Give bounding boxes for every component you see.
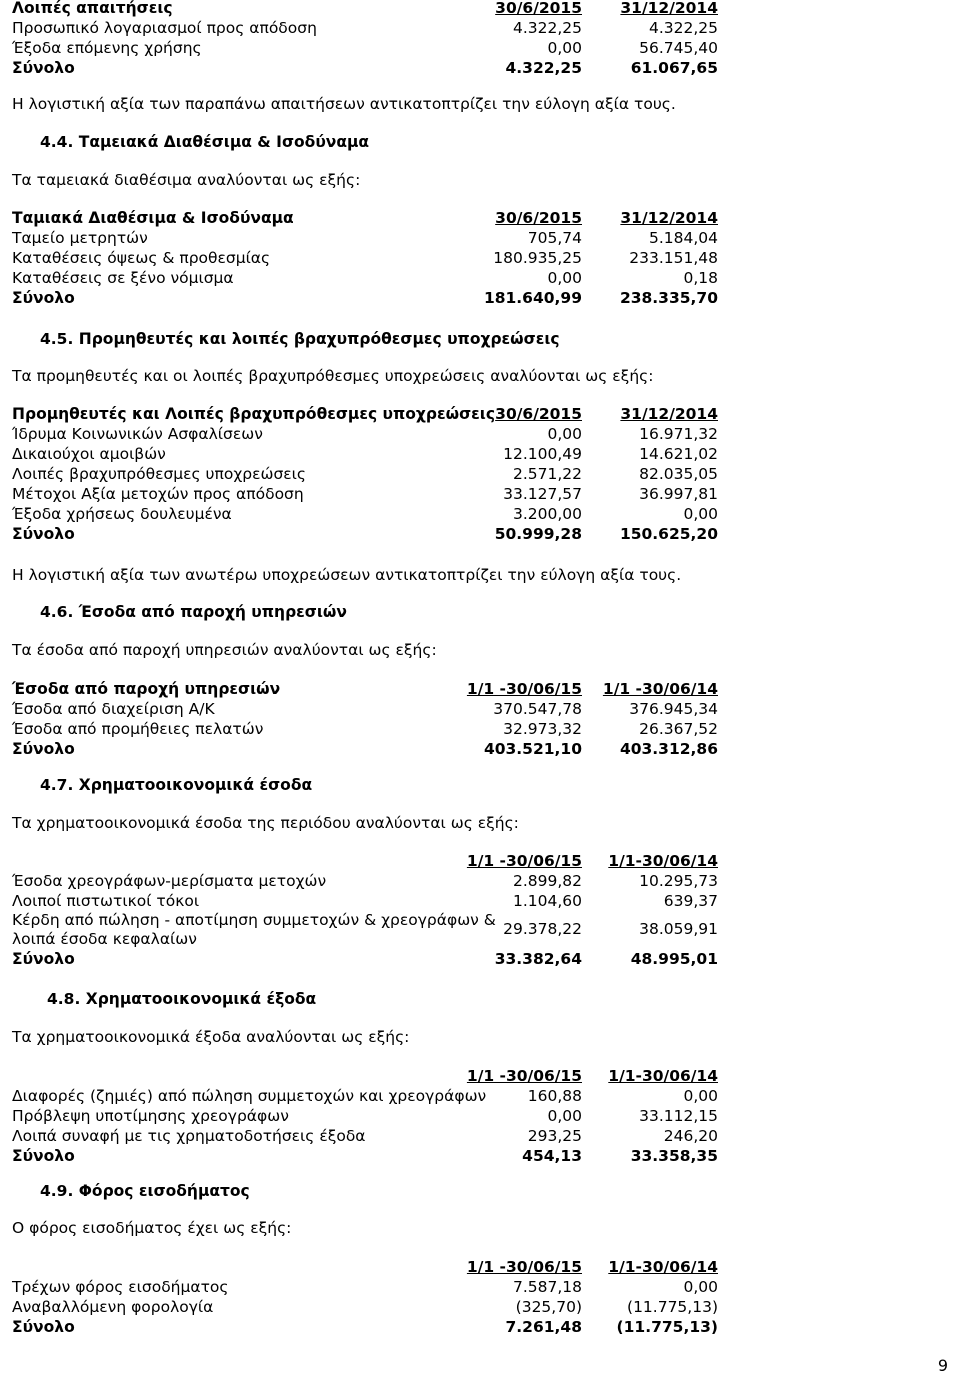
cash-table <box>12 208 722 308</box>
header-label: Έσοδα από παροχή υπηρεσιών <box>12 680 281 698</box>
row-label: Έσοδα χρεογράφων-μερίσματα μετοχών <box>12 872 327 890</box>
row-label: Αναβαλλόμενη φορολογία <box>12 1298 214 1316</box>
row-label: Λοιπά συναφή με τις χρηματοδοτήσεις έξοδα <box>12 1127 366 1145</box>
table-row <box>12 891 722 911</box>
row-value-2: 0,18 <box>683 269 718 287</box>
row-value-2: 5.184,04 <box>648 229 718 247</box>
table-row <box>12 504 722 524</box>
total-value-1: 7.261,48 <box>505 1318 582 1336</box>
tax-intro: Ο φόρος εισοδήματος έχει ως εξής: <box>12 1219 292 1237</box>
table-row <box>12 228 722 248</box>
row-label: Καταθέσεις σε ξένο νόμισμα <box>12 269 234 287</box>
header-col1: 30/6/2015 <box>495 0 582 17</box>
table-header <box>12 1066 722 1086</box>
table-row <box>12 18 722 38</box>
table-row <box>12 1297 722 1317</box>
row-value-1: 180.935,25 <box>493 249 582 267</box>
row-value-1: 293,25 <box>527 1127 582 1145</box>
total-row <box>12 1317 722 1337</box>
table-row <box>12 38 722 58</box>
row-label: Έσοδα από προμήθειες πελατών <box>12 720 264 738</box>
fin-expense-intro: Τα χρηματοοικονομικά έξοδα αναλύονται ως εξής: <box>12 1028 410 1046</box>
fin-income-intro: Τα χρηματοοικονομικά έσοδα της περιόδου αναλύονται ως εξής: <box>12 814 519 832</box>
section-heading-4-7: 4.7. Χρηματοοικονομικά έσοδα <box>40 776 313 794</box>
row-value-1: 33.127,57 <box>503 485 582 503</box>
header-col2: 31/12/2014 <box>620 405 718 423</box>
table-row <box>12 699 722 719</box>
tax-table <box>12 1257 722 1337</box>
row-value-2: 10.295,73 <box>639 872 718 890</box>
row-value-1: 1.104,60 <box>512 892 582 910</box>
row-label: Πρόβλεψη υποτίμησης χρεογράφων <box>12 1107 289 1125</box>
row-label: Καταθέσεις όψεως & προθεσμίας <box>12 249 271 267</box>
total-value-2: 61.067,65 <box>630 59 718 77</box>
table-row <box>12 1126 722 1146</box>
table-row <box>12 424 722 444</box>
total-label: Σύνολο <box>12 740 75 758</box>
total-row <box>12 524 722 544</box>
table-row <box>12 1277 722 1297</box>
header-col2: 1/1-30/06/14 <box>608 1067 718 1085</box>
header-col1: 1/1 -30/06/15 <box>466 680 582 698</box>
row-value-1: 0,00 <box>547 425 582 443</box>
row-value-1: 370.547,78 <box>493 700 582 718</box>
header-col1: 1/1 -30/06/15 <box>466 1067 582 1085</box>
row-value-1: (325,70) <box>515 1298 582 1316</box>
row-label: Έσοδα από διαχείριση Α/Κ <box>12 700 215 718</box>
row-value-2: 0,00 <box>683 1278 718 1296</box>
row-value-1: 12.100,49 <box>503 445 582 463</box>
header-col1: 30/6/2015 <box>495 405 582 423</box>
total-row <box>12 1146 722 1166</box>
header-col1: 1/1 -30/06/15 <box>466 1258 582 1276</box>
row-value-2: 246,20 <box>663 1127 718 1145</box>
total-value-2: 238.335,70 <box>619 289 718 307</box>
row-value-1: 2.899,82 <box>512 872 582 890</box>
header-label: Ταμιακά Διαθέσιμα & Ισοδύναμα <box>12 209 294 227</box>
total-label: Σύνολο <box>12 289 75 307</box>
total-value-1: 50.999,28 <box>494 525 582 543</box>
row-value-2: 0,00 <box>683 505 718 523</box>
total-label: Σύνολο <box>12 59 75 77</box>
row-value-1: 0,00 <box>547 1107 582 1125</box>
row-value-2: 56.745,40 <box>639 39 718 57</box>
suppliers-note: Η λογιστική αξία των ανωτέρω υποχρεώσεων αντικατοπτρίζει την εύλογη αξία τους. <box>12 566 682 584</box>
row-value-1: 0,00 <box>547 39 582 57</box>
table-row <box>12 464 722 484</box>
row-value-1: 0,00 <box>547 269 582 287</box>
row-value-2: 82.035,05 <box>639 465 718 483</box>
row-value-1: 3.200,00 <box>512 505 582 523</box>
row-value-2: 4.322,25 <box>648 19 718 37</box>
row-label: Διαφορές (ζημιές) από πώληση συμμετοχών και χρεογράφων <box>12 1087 487 1105</box>
header-label: Λοιπές απαιτήσεις <box>12 0 173 17</box>
row-value-1: 705,74 <box>527 229 582 247</box>
total-value-1: 403.521,10 <box>483 740 582 758</box>
table-row <box>12 911 722 949</box>
row-value-2: 38.059,91 <box>639 920 718 938</box>
table-header <box>12 404 722 424</box>
total-value-2: (11.775,13) <box>616 1318 718 1336</box>
row-label: Έξοδα επόμενης χρήσης <box>12 39 202 57</box>
row-value-1: 160,88 <box>527 1087 582 1105</box>
section-heading-4-4: 4.4. Ταμειακά Διαθέσιμα & Ισοδύναμα <box>40 133 370 151</box>
total-value-1: 33.382,64 <box>494 950 582 968</box>
revenue-table <box>12 679 722 759</box>
row-value-2: 33.112,15 <box>639 1107 718 1125</box>
page-number: 9 <box>937 1356 948 1375</box>
table-row <box>12 871 722 891</box>
table-header <box>12 679 722 699</box>
total-value-2: 48.995,01 <box>630 950 718 968</box>
total-value-2: 403.312,86 <box>619 740 718 758</box>
section-heading-4-6: 4.6. Έσοδα από παροχή υπηρεσιών <box>40 603 347 621</box>
receivables-note: Η λογιστική αξία των παραπάνω απαιτήσεων αντικατοπτρίζει την εύλογη αξία τους. <box>12 95 676 113</box>
row-label: Μέτοχοι Αξία μετοχών προς απόδοση <box>12 485 304 503</box>
total-row <box>12 58 722 78</box>
suppliers-intro: Τα προμηθευτές και οι λοιπές βραχυπρόθεσμες υποχρεώσεις αναλύονται ως εξής: <box>12 367 654 385</box>
row-label: Λοιπές βραχυπρόθεσμες υποχρεώσεις <box>12 465 307 483</box>
total-value-2: 33.358,35 <box>630 1147 718 1165</box>
table-row <box>12 444 722 464</box>
row-label: Λοιποί πιστωτικοί τόκοι <box>12 892 200 910</box>
row-value-1: 7.587,18 <box>512 1278 582 1296</box>
total-row <box>12 739 722 759</box>
total-value-1: 4.322,25 <box>505 59 582 77</box>
row-value-2: 14.621,02 <box>639 445 718 463</box>
row-value-2: 376.945,34 <box>629 700 718 718</box>
row-value-2: 36.997,81 <box>639 485 718 503</box>
cash-intro: Τα ταμειακά διαθέσιμα αναλύονται ως εξής: <box>12 171 361 189</box>
row-value-2: 0,00 <box>683 1087 718 1105</box>
table-row <box>12 1106 722 1126</box>
section-heading-4-9: 4.9. Φόρος εισοδήματος <box>40 1182 250 1200</box>
row-value-2: 26.367,52 <box>639 720 718 738</box>
table-row <box>12 719 722 739</box>
fin-income-table <box>12 851 722 969</box>
receivables-table <box>12 0 722 78</box>
row-value-1: 2.571,22 <box>512 465 582 483</box>
row-value-2: 16.971,32 <box>639 425 718 443</box>
header-col2: 1/1 -30/06/14 <box>602 680 718 698</box>
row-label: Ταμείο μετρητών <box>12 229 148 247</box>
table-header <box>12 0 722 18</box>
table-row <box>12 248 722 268</box>
table-row <box>12 1086 722 1106</box>
total-value-2: 150.625,20 <box>619 525 718 543</box>
row-label-line-2: λοιπά έσοδα κεφαλαίων <box>12 930 197 948</box>
suppliers-table <box>12 404 722 544</box>
row-label: Δικαιούχοι αμοιβών <box>12 445 166 463</box>
row-value-2: 233.151,48 <box>629 249 718 267</box>
row-value-2: 639,37 <box>663 892 718 910</box>
total-row <box>12 949 722 969</box>
table-header <box>12 208 722 228</box>
table-row <box>12 484 722 504</box>
revenue-intro: Τα έσοδα από παροχή υπηρεσιών αναλύονται ως εξής: <box>12 641 437 659</box>
row-label: Ίδρυμα Κοινωνικών Ασφαλίσεων <box>12 425 263 443</box>
row-value-1: 4.322,25 <box>512 19 582 37</box>
section-heading-4-5: 4.5. Προμηθευτές και λοιπές βραχυπρόθεσμες υποχρεώσεις <box>40 330 560 348</box>
header-col1: 30/6/2015 <box>495 209 582 227</box>
total-label: Σύνολο <box>12 1147 75 1165</box>
total-row <box>12 288 722 308</box>
row-label: Έξοδα χρήσεως δουλευμένα <box>12 505 232 523</box>
row-value-1: 29.378,22 <box>503 920 582 938</box>
header-col1: 1/1 -30/06/15 <box>466 852 582 870</box>
total-value-1: 181.640,99 <box>483 289 582 307</box>
row-label-line-1: Κέρδη από πώληση - αποτίμηση συμμετοχών & χρεογράφων & <box>12 911 496 929</box>
header-col2: 1/1-30/06/14 <box>608 852 718 870</box>
fin-expense-table <box>12 1066 722 1166</box>
header-col2: 1/1-30/06/14 <box>608 1258 718 1276</box>
total-label: Σύνολο <box>12 525 75 543</box>
header-col2: 31/12/2014 <box>620 0 718 17</box>
table-header <box>12 851 722 871</box>
row-label <box>12 911 496 949</box>
header-label: Προμηθευτές και Λοιπές βραχυπρόθεσμες υποχρεώσεις <box>12 405 496 423</box>
total-value-1: 454,13 <box>522 1147 582 1165</box>
row-label: Προσωπικό λογαριασμοί προς απόδοση <box>12 19 317 37</box>
row-label: Τρέχων φόρος εισοδήματος <box>12 1278 229 1296</box>
header-col2: 31/12/2014 <box>620 209 718 227</box>
row-value-2: (11.775,13) <box>627 1298 718 1316</box>
section-heading-4-8: 4.8. Χρηματοοικονομικά έξοδα <box>47 990 317 1008</box>
row-value-1: 32.973,32 <box>503 720 582 738</box>
table-header <box>12 1257 722 1277</box>
total-label: Σύνολο <box>12 950 75 968</box>
table-row <box>12 268 722 288</box>
total-label: Σύνολο <box>12 1318 75 1336</box>
